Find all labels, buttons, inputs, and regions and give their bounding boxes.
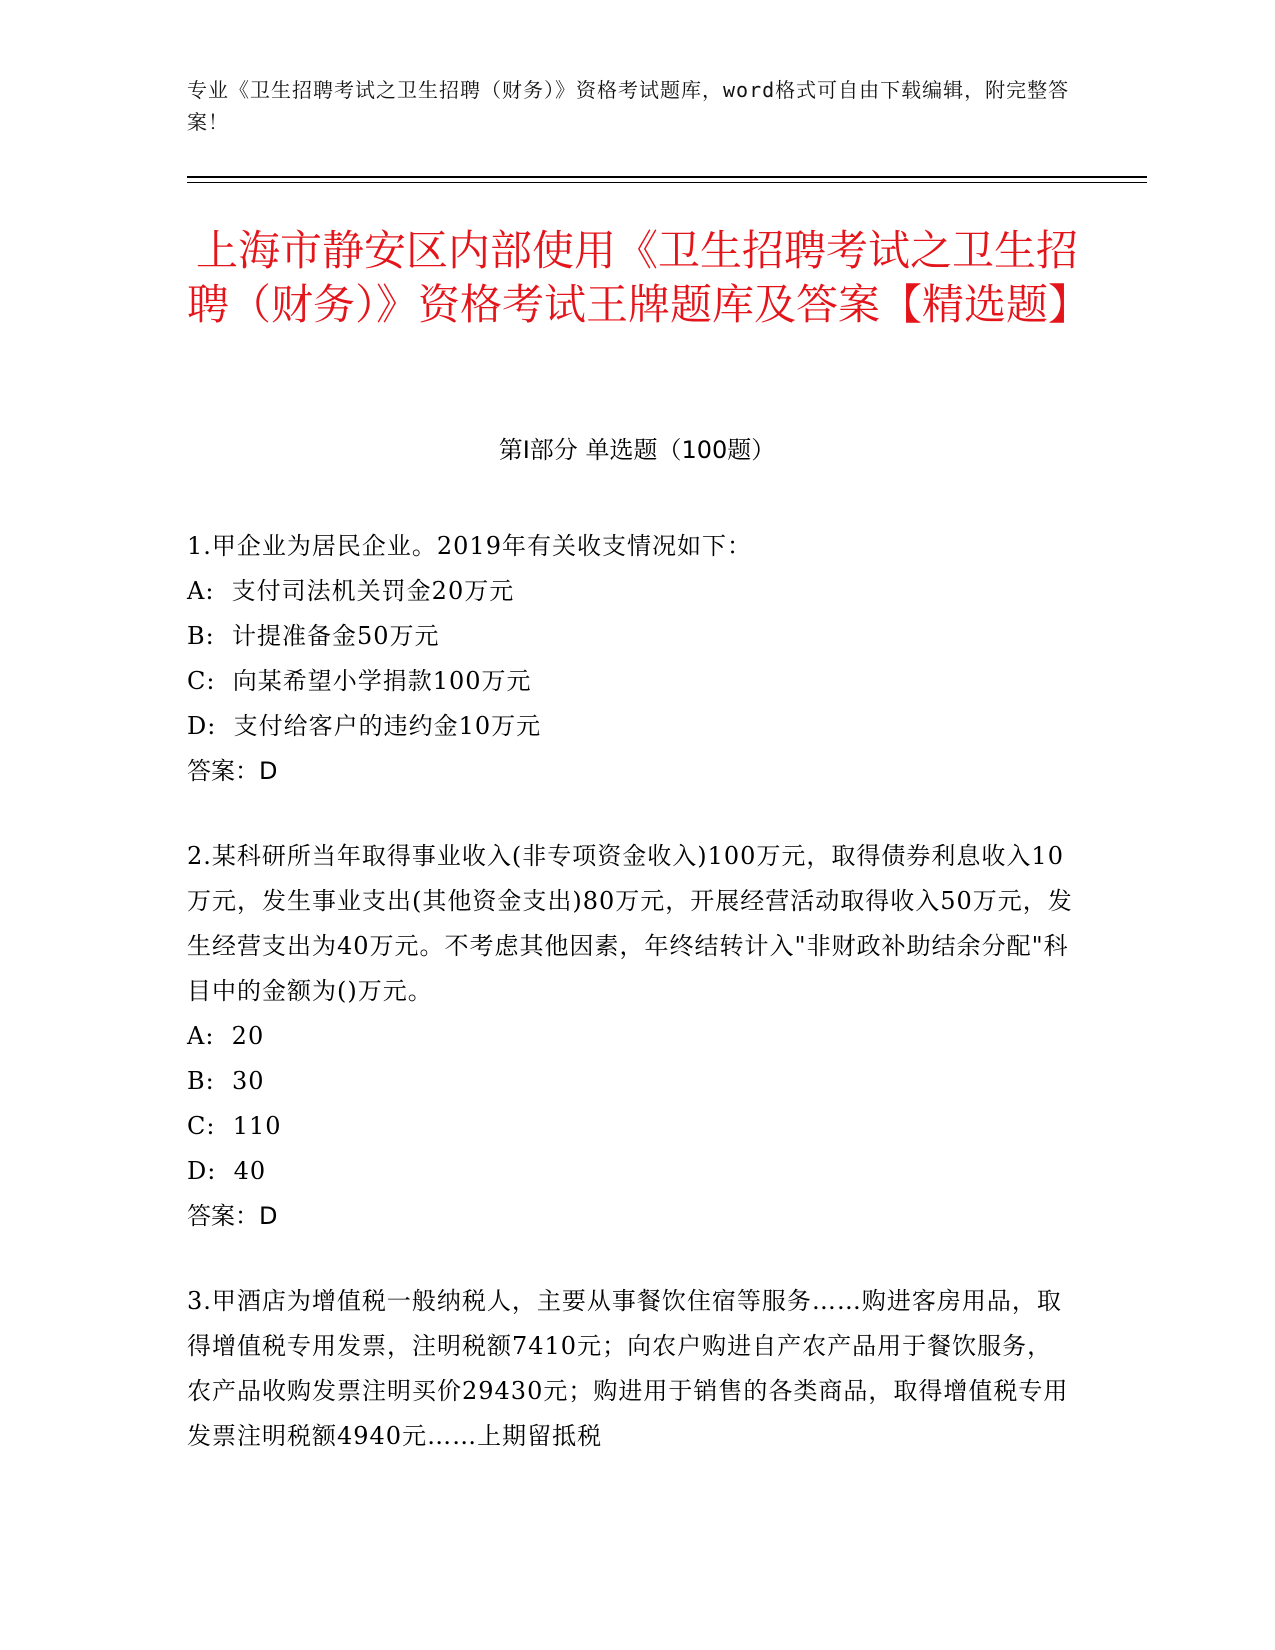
document-title: 上海市静安区内部使用《卫生招聘考试之卫生招聘（财务）》资格考试王牌题库及答案【精选题】: [187, 226, 1091, 329]
question-1: [187, 524, 1077, 794]
question-2: [187, 834, 1077, 1239]
answer: 答案：D: [187, 757, 278, 785]
question-stem: 3.甲酒店为增值税一般纳税人，主要从事餐饮住宿等服务……购进客房用品，取得增值税专用发票，注明税额7410元；向农户购进自产农产品用于餐饮服务，农产品收购发票注明买价29430元；购进用于销售的各类商品，取得增值税专用发票注明税额4940元……上期留抵税: [187, 1287, 1069, 1450]
answer: 答案：D: [187, 1202, 278, 1230]
option-a: A: 支付司法机关罚金20万元: [187, 577, 515, 605]
option-b: B: 计提准备金50万元: [187, 622, 440, 650]
header-note: 专业《卫生招聘考试之卫生招聘（财务）》资格考试题库，word格式可自由下载编辑，附完整答案！: [187, 78, 1070, 134]
option-d: D: 支付给客户的违约金10万元: [187, 712, 542, 740]
section-heading: 第Ⅰ部分 单选题（100题）: [498, 436, 776, 464]
option-b: B: 30: [187, 1067, 265, 1095]
option-d: D: 40: [187, 1157, 267, 1185]
option-c: C: 向某希望小学捐款100万元: [187, 667, 532, 695]
question-stem: 1.甲企业为居民企业。2019年有关收支情况如下：: [187, 532, 752, 560]
question-list: [187, 524, 1077, 1499]
question-3: [187, 1279, 1077, 1459]
option-a: A: 20: [187, 1022, 265, 1050]
question-stem: 2.某科研所当年取得事业收入(非专项资金收入)100万元，取得债券利息收入10万元，发生事业支出(其他资金支出)80万元，开展经营活动取得收入50万元，发生经营支出为40万元。不考虑其他因素，年终结转计入"非财政补助结余分配"科目中的金额为()万元。: [187, 842, 1073, 1005]
option-c: C: 110: [187, 1112, 282, 1140]
header-divider-thin: [187, 182, 1147, 183]
header-divider-thick: [187, 176, 1147, 178]
